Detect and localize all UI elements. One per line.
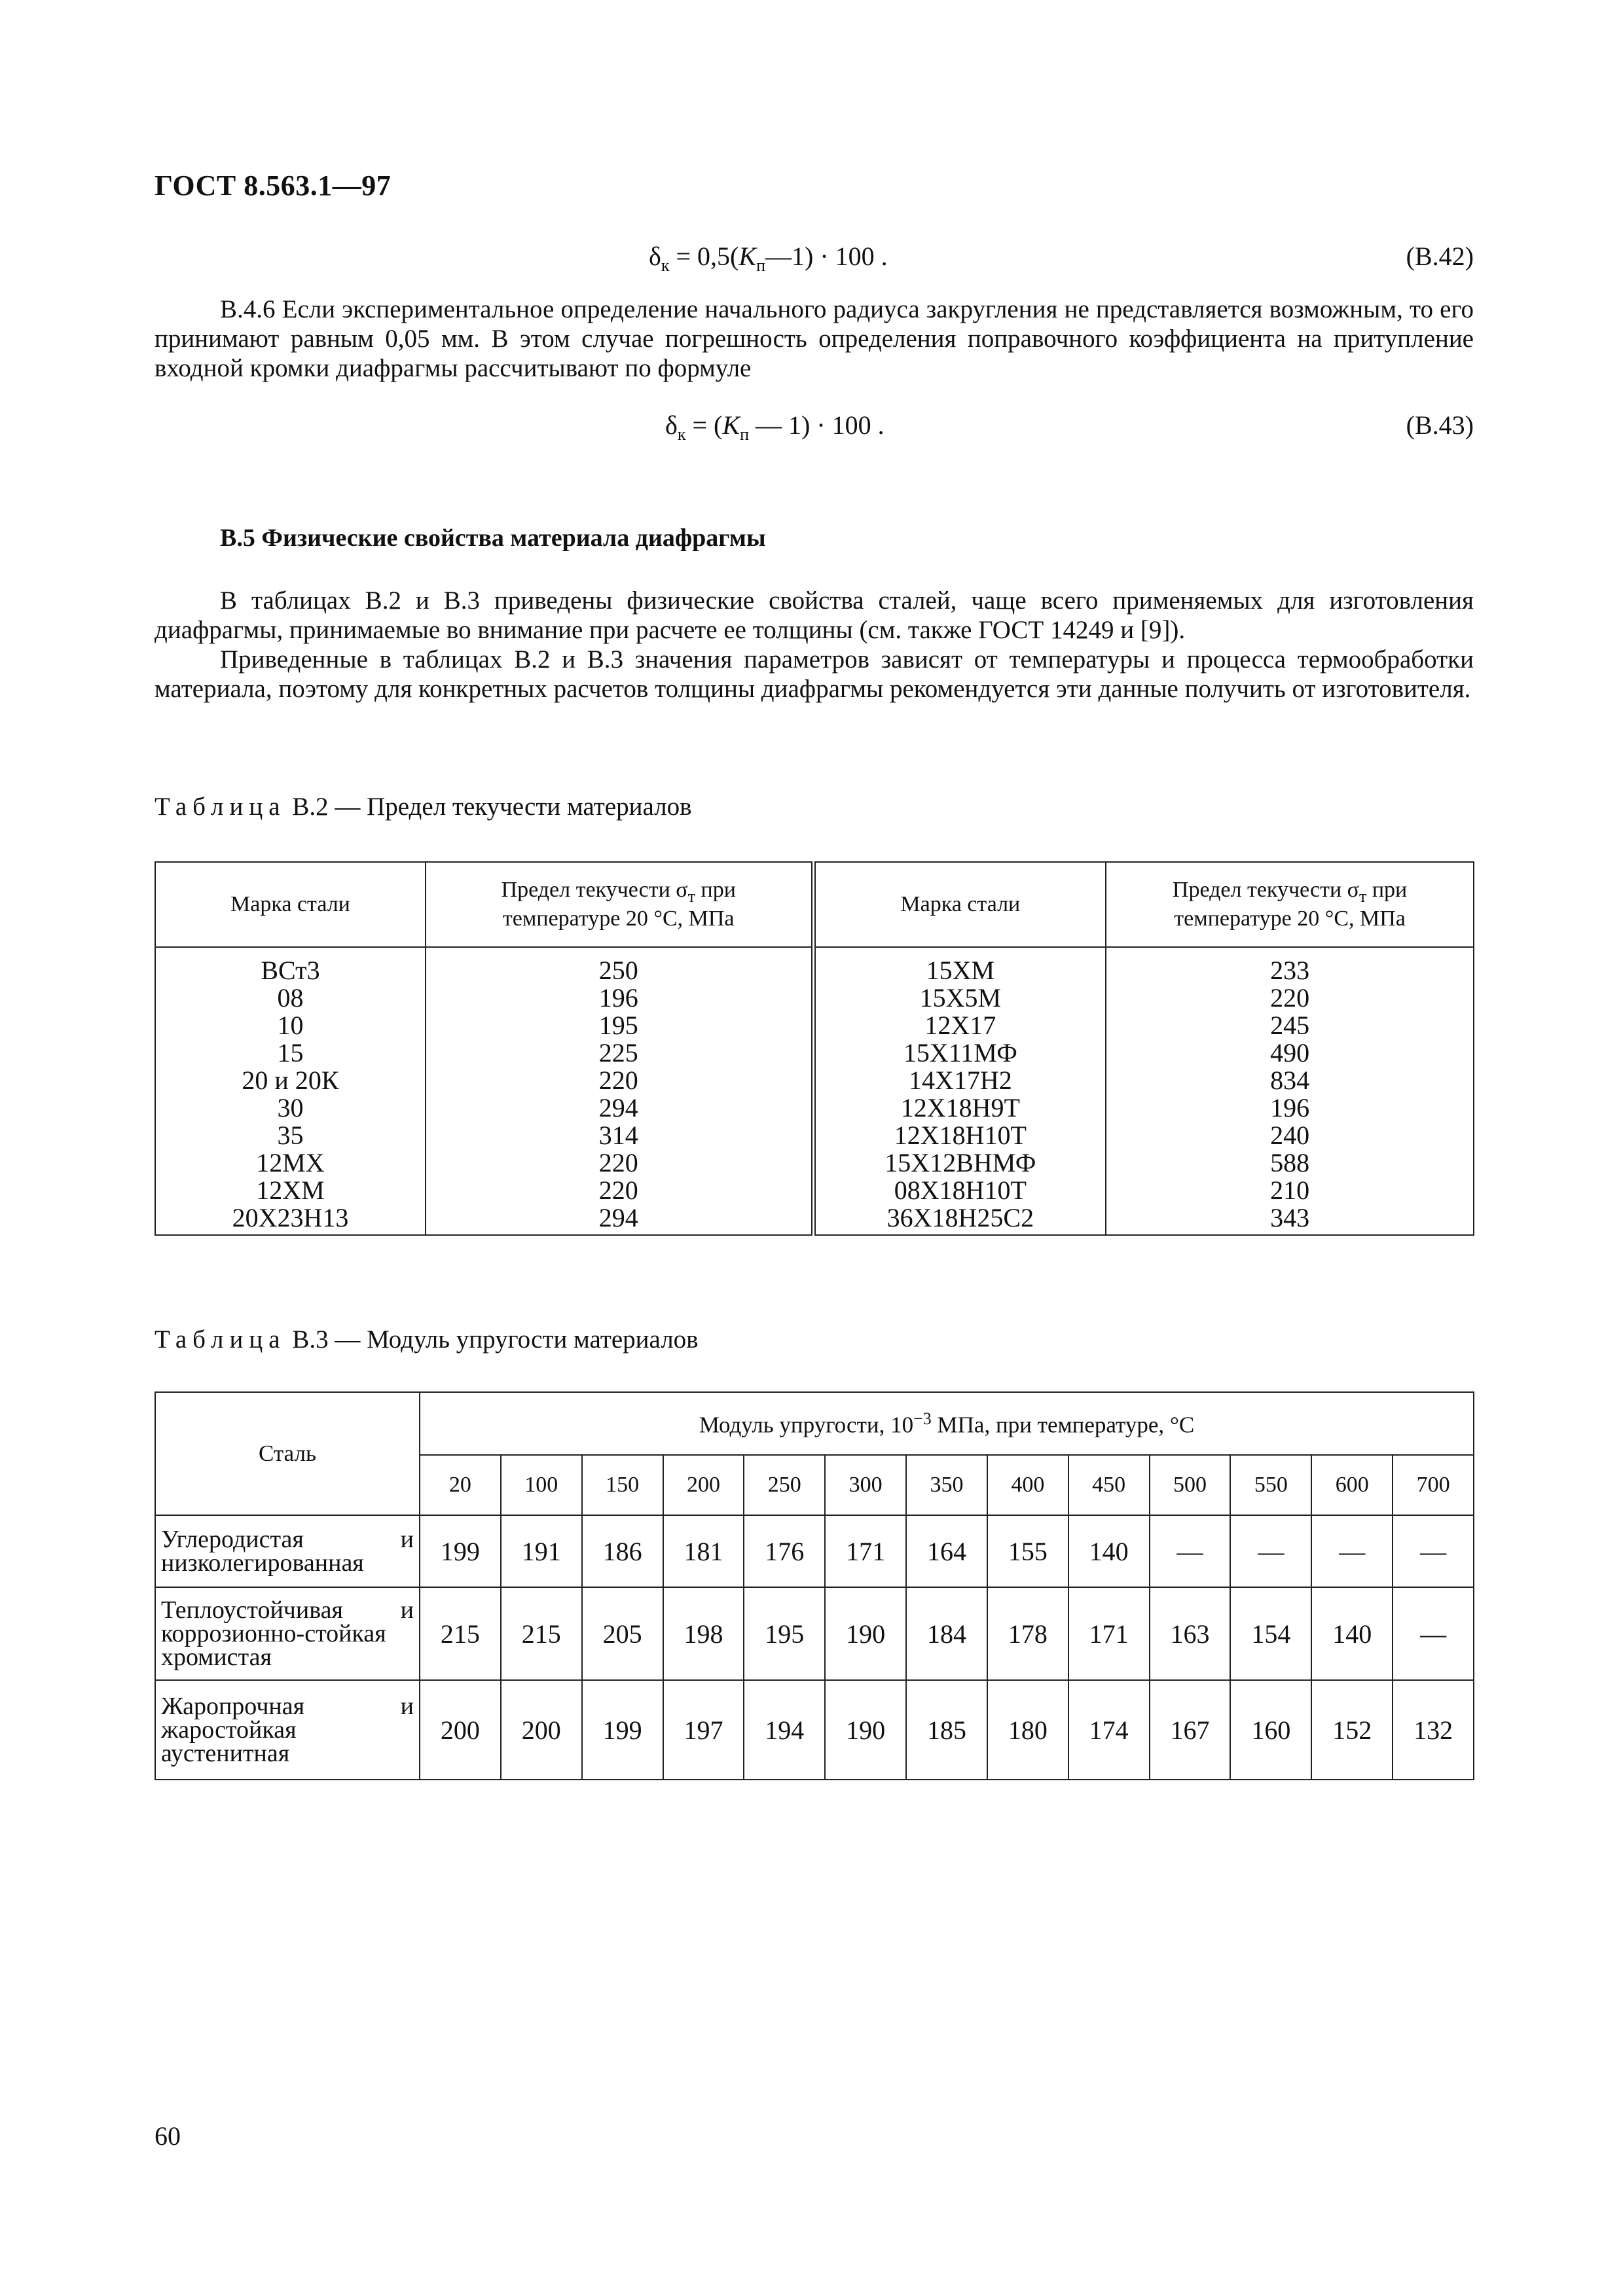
table-b3-cell: 178 bbox=[987, 1587, 1068, 1680]
table-b3-cell: 199 bbox=[582, 1680, 663, 1780]
table-b2-caption: Таблица В.2 — Предел текучести материалов bbox=[155, 793, 692, 821]
table-b3-cell: 140 bbox=[1068, 1515, 1150, 1587]
table-b3-cell: 152 bbox=[1311, 1680, 1393, 1780]
formula-b42-expression: $\delta_к$ = $0,5(K_п—1) \cdot 100$ . bbox=[649, 242, 888, 275]
table-b2-header-yield-2: Предел текучести $\sigma_т$ при температуре 20 °С, МПа bbox=[1106, 862, 1474, 947]
table-b3-steel-name: Углеродистая и низколегированная bbox=[155, 1515, 420, 1587]
table-b2-left-values: 250 196 195 225 220 294 314 220 220 294 bbox=[426, 947, 813, 1235]
table-b2-header-yield: Предел текучести $\sigma_т$ при температуре 20 °С, МПа bbox=[426, 862, 813, 947]
table-b3-temp-header: 100 bbox=[501, 1455, 582, 1515]
table-b3-temp-header: 500 bbox=[1150, 1455, 1231, 1515]
table-b2-right-grades: 15ХМ 15Х5М 12Х17 15Х11МФ 14Х17Н2 12Х18Н9Т 12Х18Н10Т 15Х12ВНМФ 08Х18Н10Т 36Х18Н25С2 bbox=[813, 947, 1106, 1235]
table-b3 bbox=[155, 1391, 1474, 1780]
paragraph-b5-2: Приведенные в таблицах В.2 и В.3 значения параметров зависят от температуры и процесса термообработки материала, поэтому для конкретных расчетов толщины диафрагмы рекомендуется эти данные получить от изготовителя. bbox=[155, 645, 1474, 703]
table-b3-cell: 184 bbox=[906, 1587, 987, 1680]
table-b3-cell: 171 bbox=[1068, 1587, 1150, 1680]
table-b3-temp-header: 700 bbox=[1393, 1455, 1474, 1515]
table-b3-temp-header: 350 bbox=[906, 1455, 987, 1515]
table-b3-cell: 194 bbox=[744, 1680, 825, 1780]
table-b3-cell: 190 bbox=[825, 1680, 906, 1780]
table-b3-temp-header: 300 bbox=[825, 1455, 906, 1515]
table-b3-header-steel: Сталь bbox=[155, 1392, 420, 1515]
formula-b43-number: (В.43) bbox=[1406, 410, 1474, 440]
table-b2-header-grade: Марка стали bbox=[155, 862, 426, 947]
table-b3-temp-header: 20 bbox=[420, 1455, 501, 1515]
table-b3-temp-header: 450 bbox=[1068, 1455, 1150, 1515]
table-b2 bbox=[155, 861, 1474, 1236]
table-b3-cell: 205 bbox=[582, 1587, 663, 1680]
table-b3-temp-header: 400 bbox=[987, 1455, 1068, 1515]
table-b3-cell: 167 bbox=[1150, 1680, 1231, 1780]
table-b3-caption: Таблица В.3 — Модуль упругости материалов bbox=[155, 1325, 699, 1354]
table-b3-cell: 140 bbox=[1311, 1587, 1393, 1680]
table-b3-cell: 200 bbox=[420, 1680, 501, 1780]
table-b2-header-grade-2: Марка стали bbox=[813, 862, 1106, 947]
table-b3-cell: 197 bbox=[663, 1680, 744, 1780]
table-b3-steel-name: Теплоустойчивая и коррозионно-стойкая хромистая bbox=[155, 1587, 420, 1680]
table-b2-right-values: 233 220 245 490 834 196 240 588 210 343 bbox=[1106, 947, 1474, 1235]
table-b3-header-modulus: Модуль упругости, $10^{-3}$ МПа, при температуре, °С bbox=[420, 1392, 1474, 1455]
table-b3-cell: — bbox=[1311, 1515, 1393, 1587]
table-b3-temp-header: 150 bbox=[582, 1455, 663, 1515]
table-b3-cell: 191 bbox=[501, 1515, 582, 1587]
table-b3-cell: 132 bbox=[1393, 1680, 1474, 1780]
formula-b42-number: (В.42) bbox=[1406, 242, 1474, 271]
table-b3-cell: 190 bbox=[825, 1587, 906, 1680]
table-b3-cell: 176 bbox=[744, 1515, 825, 1587]
table-b3-cell: — bbox=[1393, 1587, 1474, 1680]
document-header: ГОСТ 8.563.1—97 bbox=[155, 170, 392, 202]
table-b3-temp-header: 600 bbox=[1311, 1455, 1393, 1515]
table-b3-cell: 171 bbox=[825, 1515, 906, 1587]
table-row bbox=[155, 1587, 1474, 1680]
table-b3-cell: 155 bbox=[987, 1515, 1068, 1587]
table-b3-cell: 185 bbox=[906, 1680, 987, 1780]
table-b3-cell: — bbox=[1393, 1515, 1474, 1587]
table-b3-cell: 180 bbox=[987, 1680, 1068, 1780]
table-row bbox=[155, 1680, 1474, 1780]
table-b3-cell: 199 bbox=[420, 1515, 501, 1587]
table-b3-cell: 200 bbox=[501, 1680, 582, 1780]
table-b3-cell: 215 bbox=[501, 1587, 582, 1680]
paragraph-b46: В.4.6 Если экспериментальное определение начального радиуса закругления не представляется возможным, то его принимают равным 0,05 мм. В этом случае погрешность определения поправочного коэффициента на притупление входной кромки диафрагмы рассчитывают по формуле bbox=[155, 295, 1474, 382]
table-b3-steel-name: Жаропрочная и жаростойкая аустенитная bbox=[155, 1680, 420, 1780]
formula-b42 bbox=[155, 241, 1474, 280]
table-b3-temp-header: 250 bbox=[744, 1455, 825, 1515]
table-b3-temp-header: 200 bbox=[663, 1455, 744, 1515]
formula-b43-expression: $\delta_к = (K_п$ — 1) · 100 . bbox=[665, 410, 884, 444]
table-b3-cell: 160 bbox=[1230, 1680, 1311, 1780]
table-b3-cell: 181 bbox=[663, 1515, 744, 1587]
table-b3-cell: 174 bbox=[1068, 1680, 1150, 1780]
table-b3-cell: — bbox=[1230, 1515, 1311, 1587]
table-b3-cell: 154 bbox=[1230, 1587, 1311, 1680]
formula-b43 bbox=[155, 410, 1474, 449]
table-b3-cell: 186 bbox=[582, 1515, 663, 1587]
table-b3-cell: 163 bbox=[1150, 1587, 1231, 1680]
table-b3-cell: — bbox=[1150, 1515, 1231, 1587]
table-b3-temp-header: 550 bbox=[1230, 1455, 1311, 1515]
section-heading-b5: В.5 Физические свойства материала диафрагмы bbox=[220, 524, 766, 552]
table-b3-cell: 164 bbox=[906, 1515, 987, 1587]
paragraph-b5-1: В таблицах В.2 и В.3 приведены физические свойства сталей, чаще всего применяемых для изготовления диафрагмы, принимаемые во внимание при расчете ее толщины (см. также ГОСТ 14249 и [9]). bbox=[155, 586, 1474, 644]
table-row bbox=[155, 1515, 1474, 1587]
table-b3-cell: 215 bbox=[420, 1587, 501, 1680]
table-b3-cell: 195 bbox=[744, 1587, 825, 1680]
paragraph-b5 bbox=[155, 586, 1474, 704]
page-number: 60 bbox=[155, 2121, 181, 2151]
table-b3-cell: 198 bbox=[663, 1587, 744, 1680]
table-b2-left-grades: ВСт3 08 10 15 20 и 20К 30 35 12МХ 12ХМ 20Х23Н13 bbox=[155, 947, 426, 1235]
